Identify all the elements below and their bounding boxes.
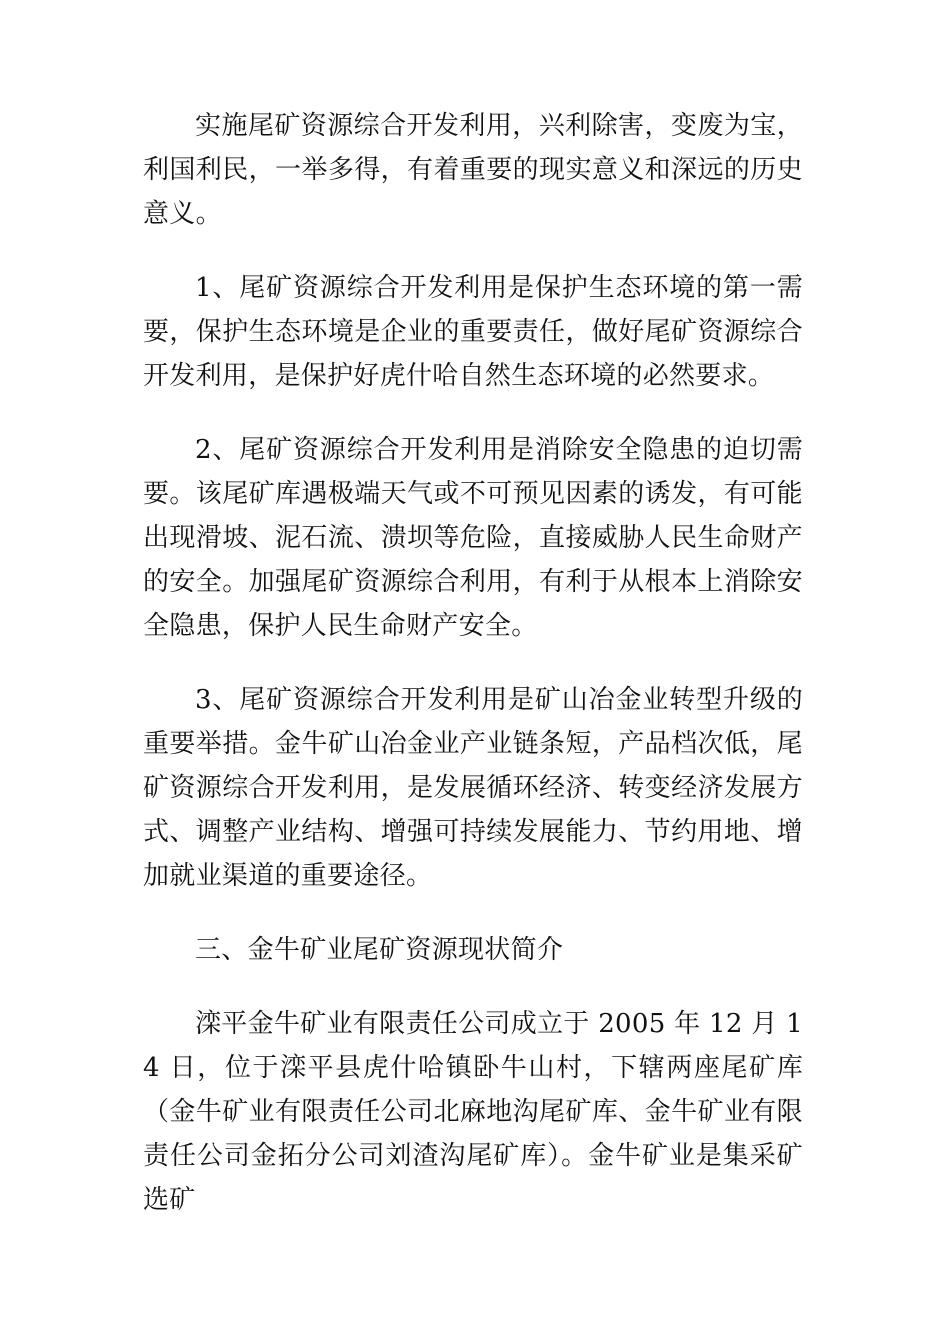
paragraph-point-2: 2、尾矿资源综合开发利用是消除安全隐患的迫切需要。该尾矿库遇极端天气或不可预见因素的诱发，有可能出现滑坡、泥石流、溃坝等危险，直接威胁人民生命财产的安全。加强尾矿资源综合利用，有利于从根本上消除安全隐患，保护人民生命财产安全。 [143, 435, 803, 641]
document-page [143, 104, 803, 1252]
paragraph-intro: 实施尾矿资源综合开发利用，兴利除害，变废为宝，利国利民，一举多得，有着重要的现实意义和深远的历史意义。 [143, 111, 803, 229]
paragraph-point-1: 1、尾矿资源综合开发利用是保护生态环境的第一需要，保护生态环境是企业的重要责任，做好尾矿资源综合开发利用，是保护好虎什哈自然生态环境的必然要求。 [143, 273, 803, 391]
section-heading-3: 三、金牛矿业尾矿资源现状简介 [195, 935, 564, 965]
paragraph-company-intro: 滦平金牛矿业有限责任公司成立于 2005 年 12 月 14 日，位于滦平县虎什哈镇卧牛山村，下辖两座尾矿库（金牛矿业有限责任公司北麻地沟尾矿库、金牛矿业有限责任公司金拓分公司刘渣沟尾矿库）。金牛矿业是集采矿选矿 [143, 1009, 803, 1215]
paragraph-point-3: 3、尾矿资源综合开发利用是矿山冶金业转型升级的重要举措。金牛矿山冶金业产业链条短，产品档次低，尾矿资源综合开发利用，是发展循环经济、转变经济发展方式、调整产业结构、增强可持续发展能力、节约用地、增加就业渠道的重要途径。 [143, 685, 803, 891]
